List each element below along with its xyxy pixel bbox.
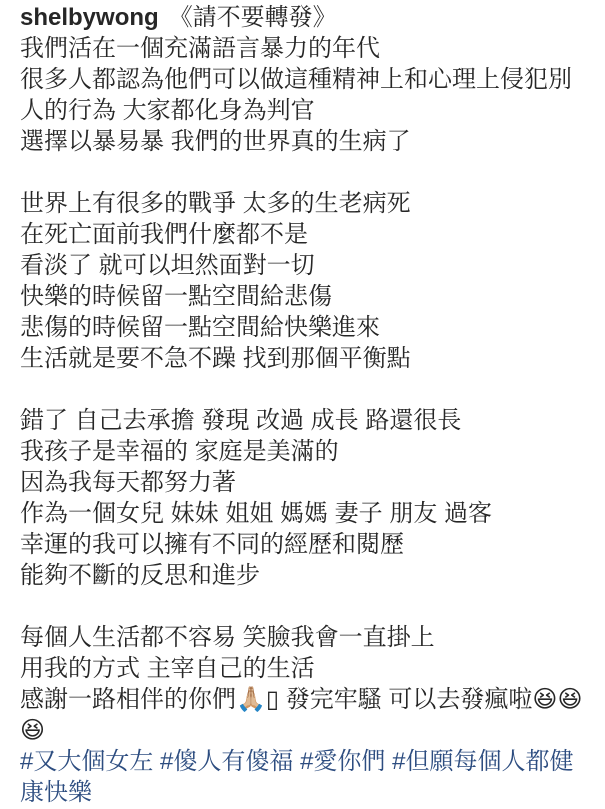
caption-line: 用我的方式 主宰自己的生活 [20,655,315,682]
caption-line: 作為一個女兒 妹妹 姐姐 媽媽 妻子 朋友 過客 [20,500,493,527]
caption-blank-line [20,157,589,188]
caption-line: 我們活在一個充滿語言暴力的年代 [20,35,380,62]
caption-line: 快樂的時候留一點空間給悲傷 [20,283,332,310]
username-link[interactable]: shelbywong [20,4,159,31]
caption-line: 看淡了 就可以坦然面對一切 [20,252,315,279]
caption-line: 悲傷的時候留一點空間給快樂進來 [20,314,380,341]
hashtag-link[interactable]: #傻人有傻福 [160,748,294,775]
caption-line: 能夠不斷的反思和進步 [20,562,260,589]
hashtag-link[interactable]: #愛你們 [300,748,386,775]
caption-blank-line [20,591,589,622]
caption-line: 我孩子是幸福的 家庭是美滿的 [20,438,339,465]
hashtag-link[interactable]: #但願每個人都健康快樂 [20,748,574,806]
caption-line: 世界上有很多的戰爭 太多的生老病死 [20,190,411,217]
caption-line: 幸運的我可以擁有不同的經歷和閱歷 [20,531,404,558]
caption-line: 很多人都認為他們可以做這種精神上和心理上侵犯別人的行為 大家都化身為判官 [20,66,572,124]
caption-line: 選擇以暴易暴 我們的世界真的生病了 [20,128,411,155]
caption-first-line [20,2,589,33]
caption-line: 因為我每天都努力著 [20,469,236,496]
caption-line: 在死亡面前我們什麼都不是 [20,221,308,248]
caption-title-quote: 《請不要轉發》 [168,4,337,31]
caption-line: 每個人生活都不容易 笑臉我會一直掛上 [20,624,435,651]
caption-body [20,33,589,746]
caption-line: 感謝一路相伴的你們🙏🏼▯ 發完牢騷 可以去發瘋啦😆😆😆 [20,686,583,744]
caption-line: 錯了 自己去承擔 發現 改過 成長 路還很長 [20,407,462,434]
caption-blank-line [20,374,589,405]
caption-line: 生活就是要不急不躁 找到那個平衡點 [20,345,411,372]
hashtag-line [20,746,589,808]
hashtag-link[interactable]: #又大個女左 [20,748,154,775]
